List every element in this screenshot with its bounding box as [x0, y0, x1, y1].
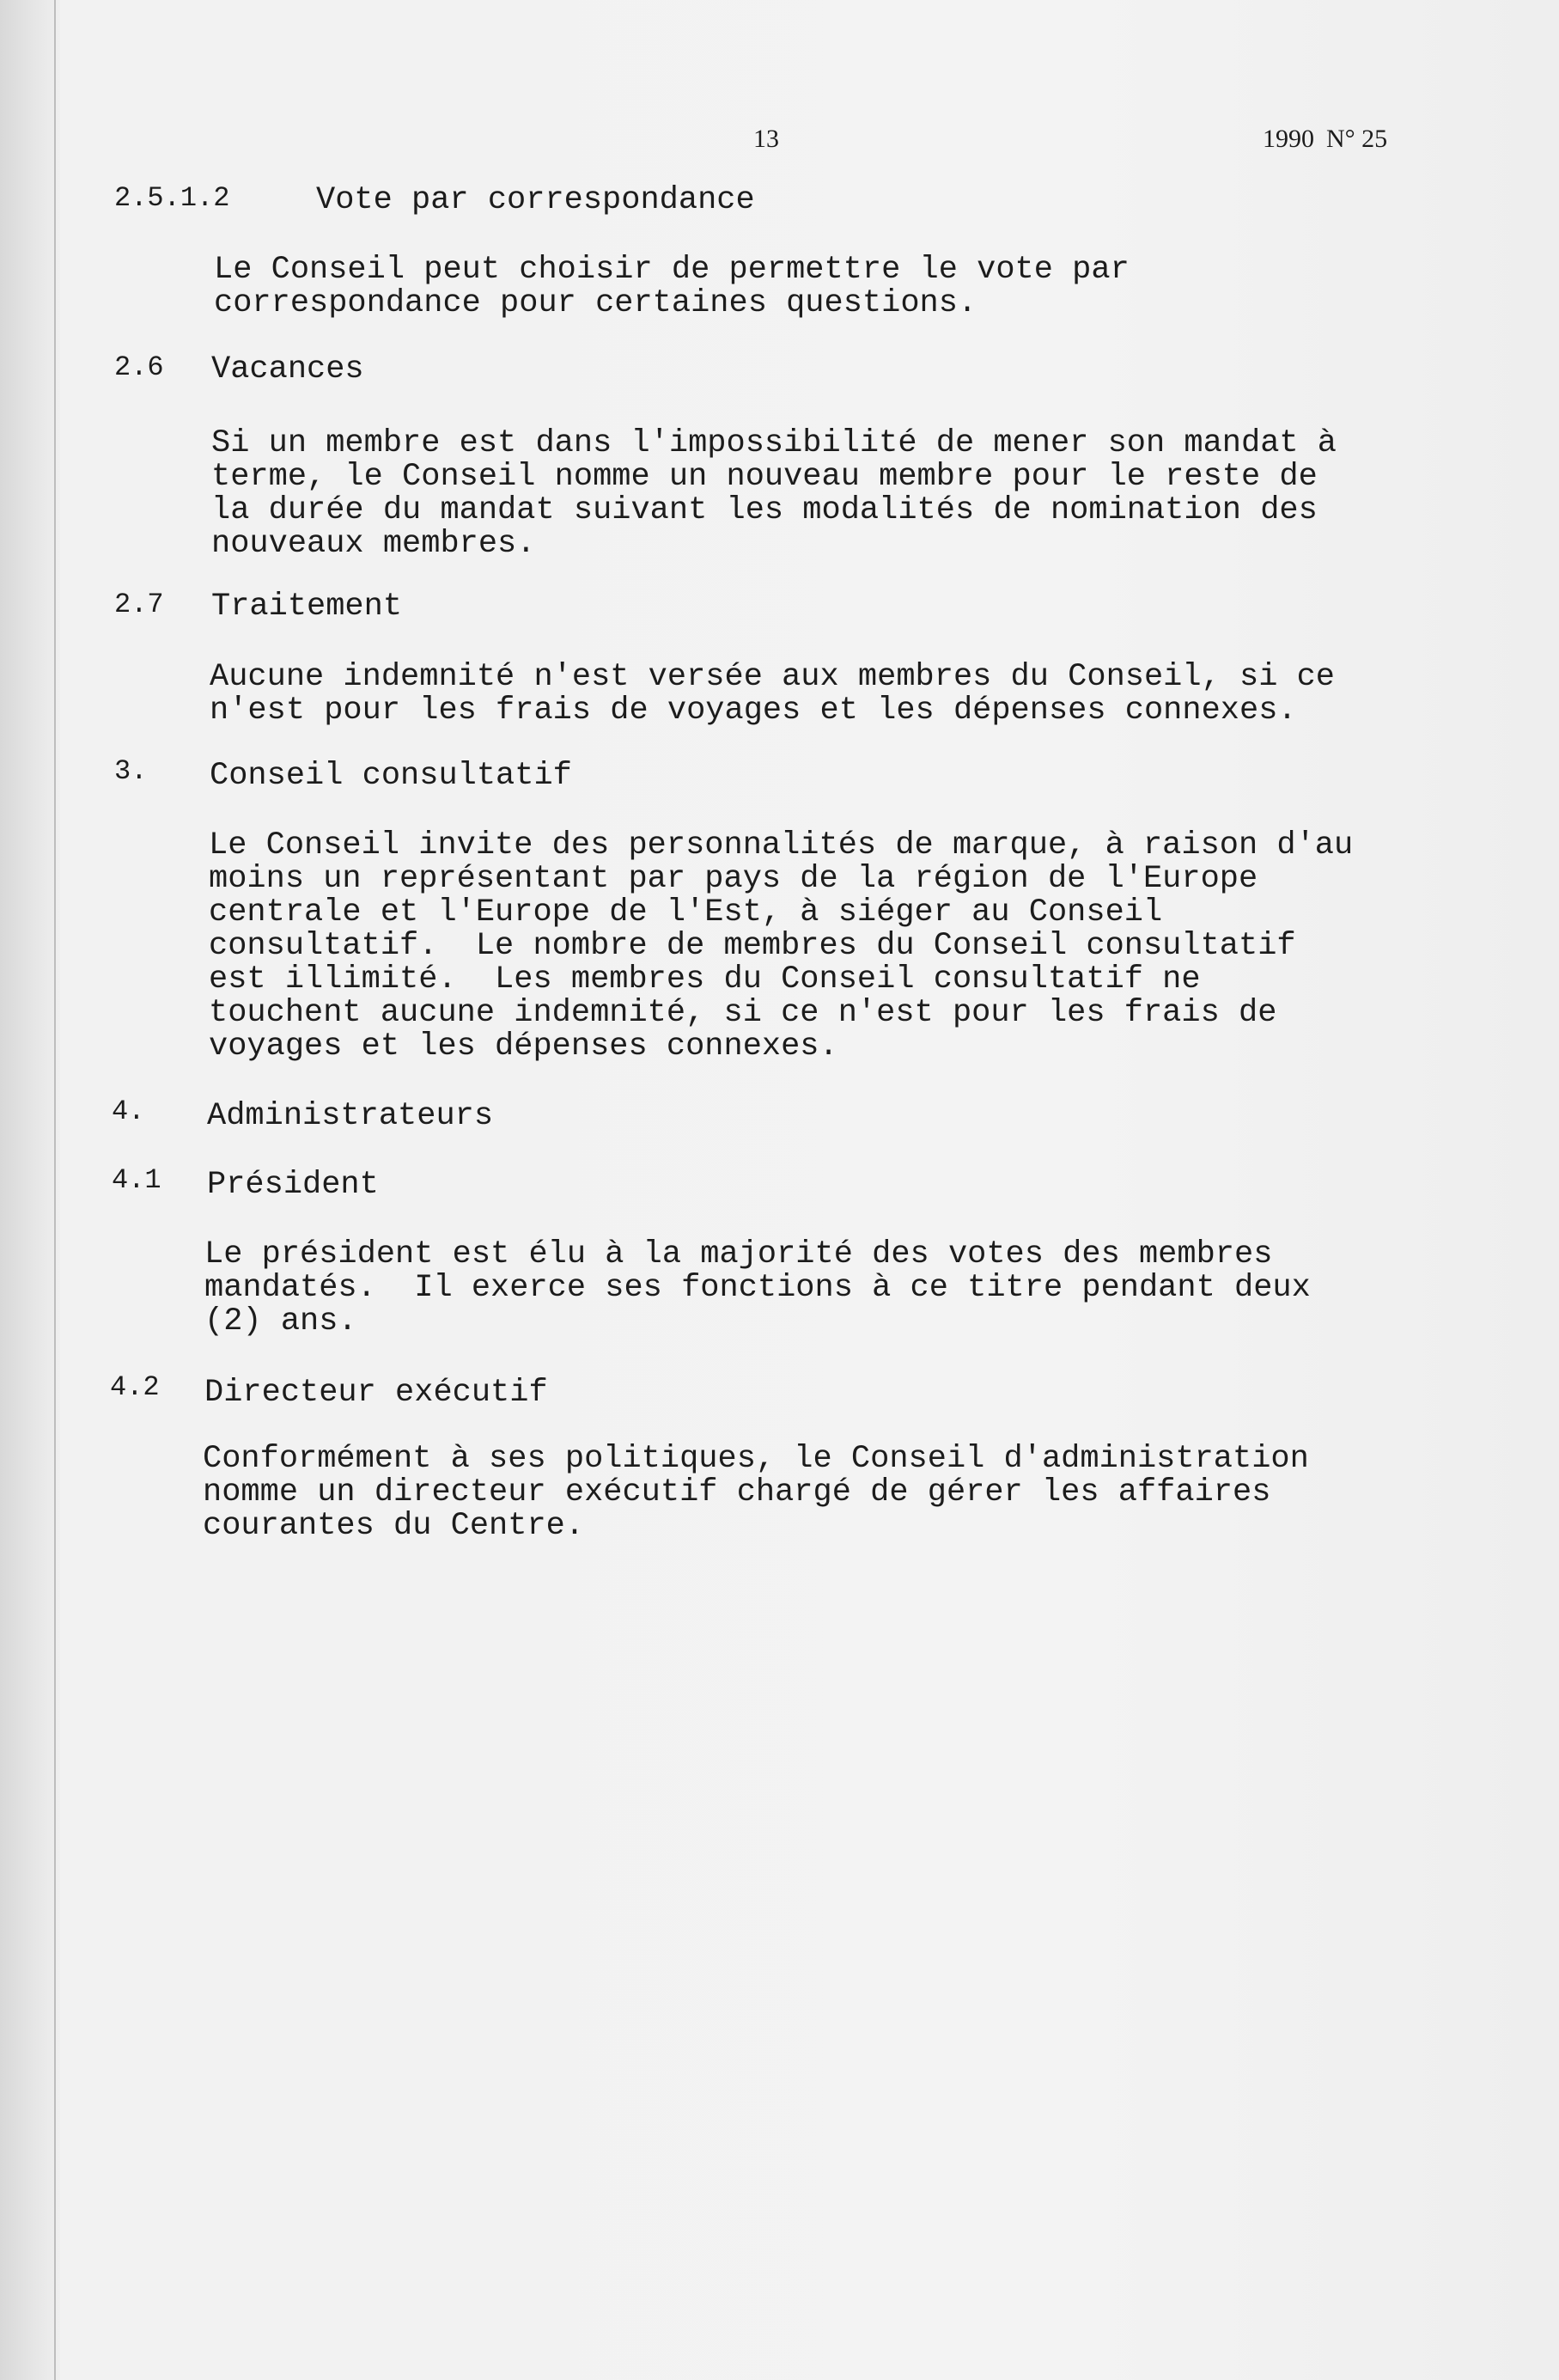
paragraph-line: voyages et les dépenses connexes.: [209, 1028, 838, 1065]
paragraph-line: la durée du mandat suivant les modalités de nomination des: [211, 492, 1318, 528]
paragraph-line: touchent aucune indemnité, si ce n'est pour les frais de: [209, 995, 1277, 1031]
paragraph-line: nomme un directeur exécutif chargé de gérer les affaires: [203, 1474, 1271, 1510]
paragraph-line: Si un membre est dans l'impossibilité de mener son mandat à: [211, 425, 1337, 461]
section-heading: Traitement: [211, 589, 403, 625]
paragraph-line: (2) ans.: [204, 1303, 357, 1340]
paragraph-line: terme, le Conseil nomme un nouveau membre pour le reste de: [211, 459, 1318, 495]
paragraph-line: correspondance pour certaines questions.: [214, 285, 977, 321]
section-heading: Conseil consultatif: [210, 758, 572, 794]
paragraph-line: nouveaux membres.: [211, 526, 536, 562]
section-heading: Administrateurs: [207, 1098, 494, 1134]
paragraph-line: Le Conseil peut choisir de permettre le vote par: [214, 252, 1130, 288]
section-paragraph: [211, 427, 1337, 561]
issue-year: 1990: [1263, 125, 1314, 153]
paragraph-line: mandatés. Il exerce ses fonctions à ce titre pendant deux: [204, 1270, 1311, 1306]
paragraph-line: Le président est élu à la majorité des votes des membres: [204, 1236, 1273, 1272]
binding-line: [54, 0, 56, 2380]
page-spine: [0, 0, 60, 2380]
paragraph-line: courantes du Centre.: [203, 1508, 585, 1544]
section-heading: Vote par correspondance: [316, 182, 755, 218]
page-number: 13: [753, 125, 779, 153]
section-paragraph: [210, 661, 1335, 728]
section-paragraph: [204, 1238, 1311, 1339]
section-number: 3.: [114, 755, 148, 787]
section-number: 4.: [112, 1095, 145, 1127]
section-paragraph: [203, 1443, 1309, 1543]
paragraph-line: est illimité. Les membres du Conseil consultatif ne: [209, 961, 1201, 998]
section-heading: Président: [207, 1167, 379, 1203]
paragraph-line: consultatif. Le nombre de membres du Conseil consultatif: [209, 928, 1296, 964]
section-paragraph: [209, 829, 1353, 1064]
paragraph-line: n'est pour les frais de voyages et les dépenses connexes.: [210, 693, 1297, 729]
section-number: 2.6: [114, 351, 164, 383]
section-paragraph: [214, 253, 1130, 320]
section-number: 2.5.1.2: [114, 182, 230, 214]
paragraph-line: centrale et l'Europe de l'Est, à siéger au Conseil: [209, 894, 1163, 931]
paragraph-line: Aucune indemnité n'est versée aux membres du Conseil, si ce: [210, 659, 1336, 695]
section-heading: Vacances: [211, 351, 364, 388]
paragraph-line: moins un représentant par pays de la région de l'Europe: [209, 861, 1258, 897]
section-number: 4.2: [110, 1371, 160, 1403]
paragraph-line: Conformément à ses politiques, le Conseil d'administration: [203, 1441, 1309, 1477]
section-number: 2.7: [114, 589, 164, 620]
section-heading: Directeur exécutif: [204, 1375, 548, 1411]
issue-number: N° 25: [1326, 125, 1388, 153]
paragraph-line: Le Conseil invite des personnalités de marque, à raison d'au: [209, 827, 1354, 864]
section-number: 4.1: [112, 1164, 161, 1196]
issue-label: [1263, 125, 1387, 154]
